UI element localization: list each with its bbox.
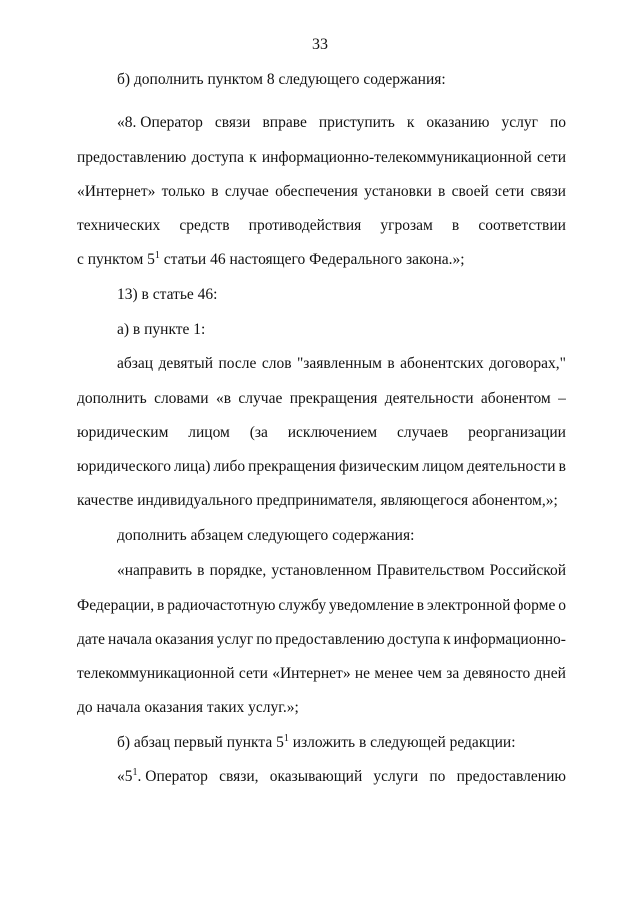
paragraph-line [77,250,465,270]
word: предоставлению [275,631,385,648]
word: информационно- [453,631,566,648]
word: дней [534,665,566,682]
word: в [211,183,219,200]
word: только [161,183,206,200]
word: Российской [489,562,566,579]
word: "заявленным [296,355,382,372]
paragraph-line: 13) в статье 46: [117,286,218,303]
word: после [218,355,257,372]
word: лицом [422,458,464,475]
word: – [558,390,566,407]
paragraph-line [77,664,566,684]
word: вправе [262,114,307,131]
line-text: «5 [117,768,133,785]
line-text: с пунктом 5 [77,251,155,268]
superscript: 1 [154,250,160,261]
word: связи [530,183,566,200]
word: Правительством [376,562,485,579]
word: абонентских [400,355,484,372]
word: случае [224,183,269,200]
paragraph-line [117,561,566,581]
word: юридического [77,458,171,475]
line-text: статьи 46 настоящего Федерального закона.»; [159,251,465,268]
word: либо [213,458,246,475]
word: приступить [318,114,395,131]
word: связи, [219,768,259,785]
word: сети [536,149,566,166]
word: в [558,458,566,475]
word: деятельности [384,390,474,407]
superscript: 1 [283,733,289,744]
word: своей [451,183,489,200]
line-text: б) абзац первый пункта 5 [117,734,284,751]
word: угрозам [380,217,433,234]
word: форме [513,597,556,614]
word: случаев [396,424,449,441]
superscript: 1 [132,767,138,778]
word: противодействия [248,217,362,234]
word: . Оператор [137,768,208,785]
word: оказывающий [269,768,363,785]
paragraph-line [77,630,566,650]
paragraph-line: б) дополнить пунктом 8 следующего содержания: [117,71,446,88]
word: девятый [158,355,214,372]
line-text: изложить в следующей редакции: [288,734,516,751]
word: предоставлению [77,149,187,166]
word: оказания [155,631,214,648]
paragraph-line [117,113,566,133]
word: услуг [216,631,254,648]
word: девяносто [463,665,531,682]
word: прекращения [289,390,378,407]
word: в [451,217,460,234]
word: «в [215,390,232,407]
word: исключением [287,424,378,441]
word: лица) [174,458,211,475]
word: начала [108,631,153,648]
word: за [446,665,460,682]
word: услуги [373,768,419,785]
word: телекоммуникационной [77,665,235,682]
word: услуг [501,114,538,131]
paragraph-line [77,182,566,202]
word: случае [238,390,283,407]
word: установленном [271,562,372,579]
word: радиочастотную [167,597,276,614]
word: абонентом [480,390,551,407]
word: службу [278,597,327,614]
word: по [549,114,566,131]
word: информационно-телекоммуникационной [261,149,532,166]
word: «8. Оператор [117,114,203,131]
paragraph-line: а) в пункте 1: [117,321,206,338]
word: к [249,149,257,166]
word: договорах," [489,355,566,372]
paragraph-line [77,389,566,409]
word: к [443,631,451,648]
word: сети [238,665,268,682]
paragraph-line [77,457,566,477]
word: реорганизации [468,424,566,441]
word: обеспечения [275,183,358,200]
word: физическим [338,458,420,475]
word: предоставлению [456,768,566,785]
word: (за [249,424,268,441]
line-text [117,767,208,787]
word: в [156,597,165,614]
word: связи [214,114,251,131]
paragraph-line: качестве индивидуального предпринимателя, являющегося абонентом,»; [77,492,558,509]
paragraph-line [117,767,566,787]
word: менее [374,665,414,682]
word: о [558,597,566,614]
word: по [429,768,446,785]
paragraph-line [117,733,516,753]
word: Федерации, [77,597,155,614]
paragraph-line [77,148,566,168]
paragraph-line [77,423,566,443]
word: порядке, [209,562,267,579]
paragraph-line: до начала оказания таких услуг.»; [77,699,299,716]
word: деятельности [466,458,556,475]
word: абзац [117,355,154,372]
word: оказанию [426,114,490,131]
word: «направить [117,562,193,579]
word: «Интернет» [272,665,351,682]
word: дате [77,631,106,648]
paragraph-line: дополнить абзацем следующего содержания: [117,527,415,544]
word: доступа [387,631,441,648]
word: лицом [188,424,230,441]
word: чем [417,665,442,682]
word: прекращения [248,458,336,475]
word: установки [364,183,432,200]
word: в [197,562,205,579]
word: технических [77,217,161,234]
word: к [406,114,415,131]
word: по [256,631,273,648]
word: в [438,183,446,200]
word: «Интернет» [77,183,156,200]
word: юридическим [77,424,169,441]
word: сети [495,183,525,200]
word: соответствии [478,217,566,234]
paragraph-line [77,216,566,236]
word: электронной [427,597,511,614]
word: в [416,597,425,614]
word: дополнить [77,390,147,407]
word: в [387,355,395,372]
word: слов [261,355,292,372]
word: словами [154,390,209,407]
word: доступа [191,149,244,166]
paragraph-line [77,596,566,616]
word: не [354,665,371,682]
word: уведомление [328,597,414,614]
word: средств [179,217,230,234]
page-number: 33 [312,36,328,53]
paragraph-line [117,354,566,374]
